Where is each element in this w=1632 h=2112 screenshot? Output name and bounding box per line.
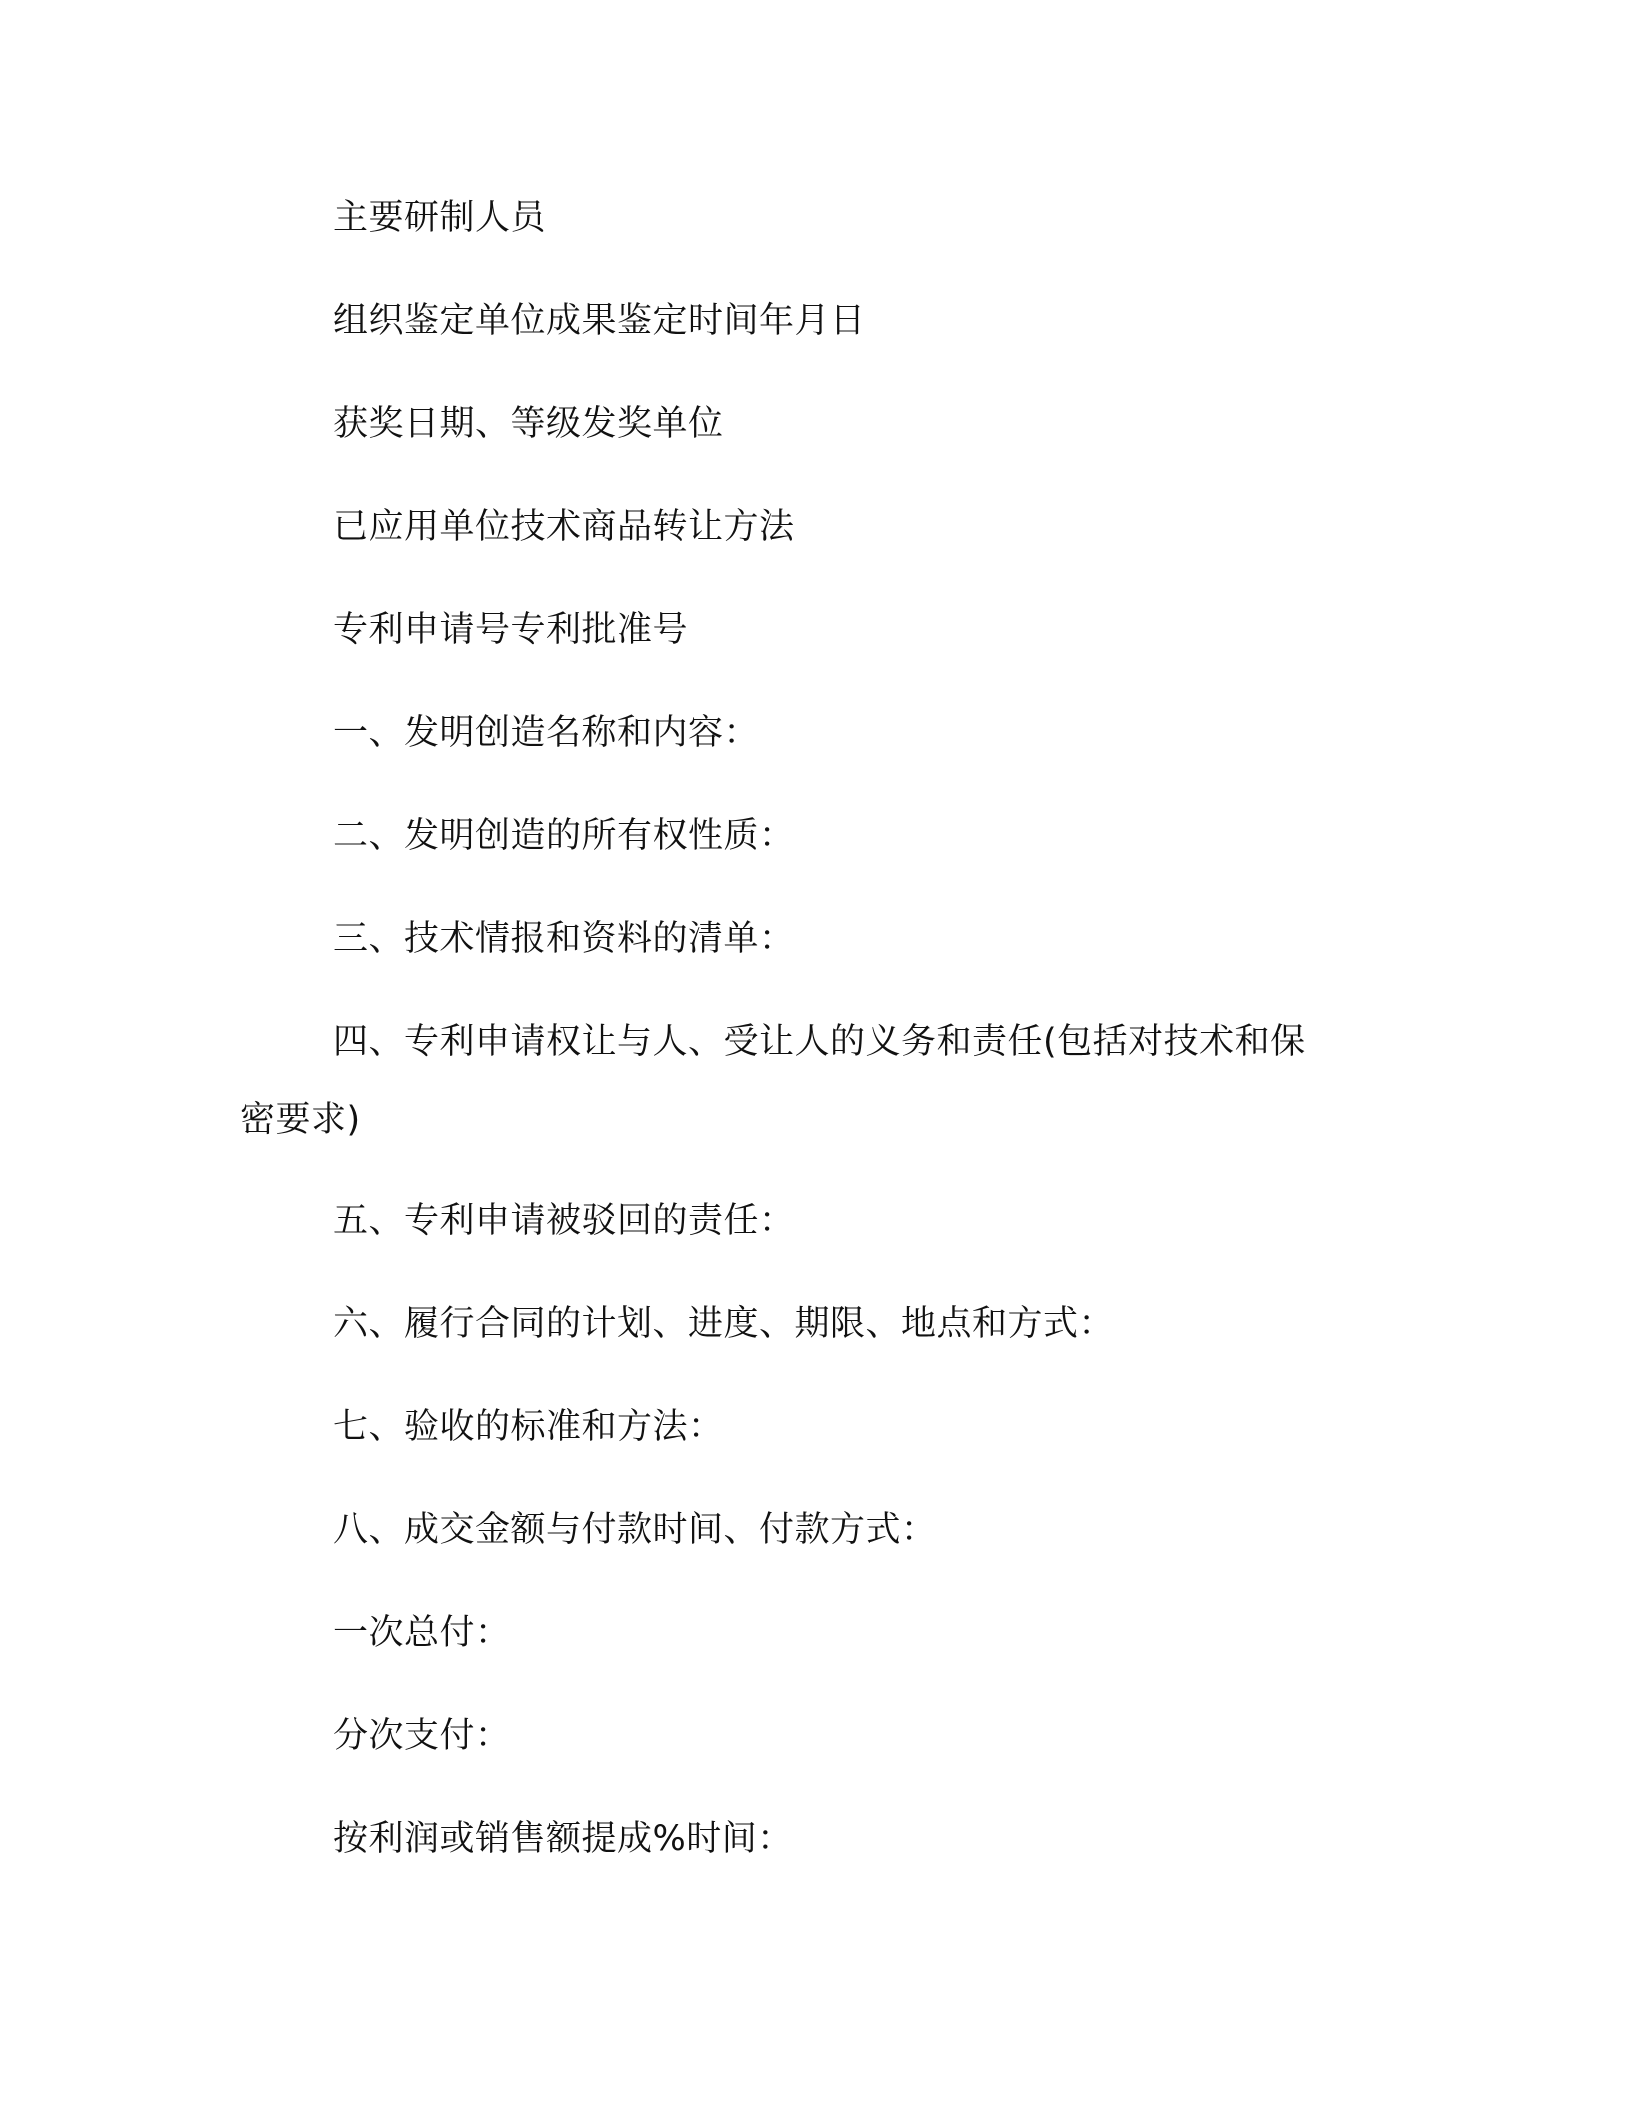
payment-lump-sum: 一次总付：	[333, 1613, 511, 1653]
clause-4-continuation: 密要求)	[240, 1100, 361, 1140]
clause-7: 七、验收的标准和方法：	[333, 1407, 724, 1447]
clause-3: 三、技术情报和资料的清单：	[333, 919, 795, 959]
clause-2: 二、发明创造的所有权性质：	[333, 816, 795, 856]
line-main-developers: 主要研制人员	[333, 198, 547, 238]
line-applied-units: 已应用单位技术商品转让方法	[333, 507, 795, 547]
line-award-info: 获奖日期、等级发奖单位	[333, 404, 724, 444]
clause-6: 六、履行合同的计划、进度、期限、地点和方式：	[333, 1304, 1115, 1344]
line-appraisal-unit: 组织鉴定单位成果鉴定时间年月日	[333, 301, 866, 341]
clause-8: 八、成交金额与付款时间、付款方式：	[333, 1510, 937, 1550]
payment-installments: 分次支付：	[333, 1716, 511, 1756]
clause-4: 四、专利申请权让与人、受让人的义务和责任(包括对技术和保	[333, 1022, 1306, 1062]
payment-royalty: 按利润或销售额提成%时间：	[333, 1819, 793, 1859]
clause-1: 一、发明创造名称和内容：	[333, 713, 760, 753]
line-patent-numbers: 专利申请号专利批准号	[333, 610, 689, 650]
clause-5: 五、专利申请被驳回的责任：	[333, 1201, 795, 1241]
